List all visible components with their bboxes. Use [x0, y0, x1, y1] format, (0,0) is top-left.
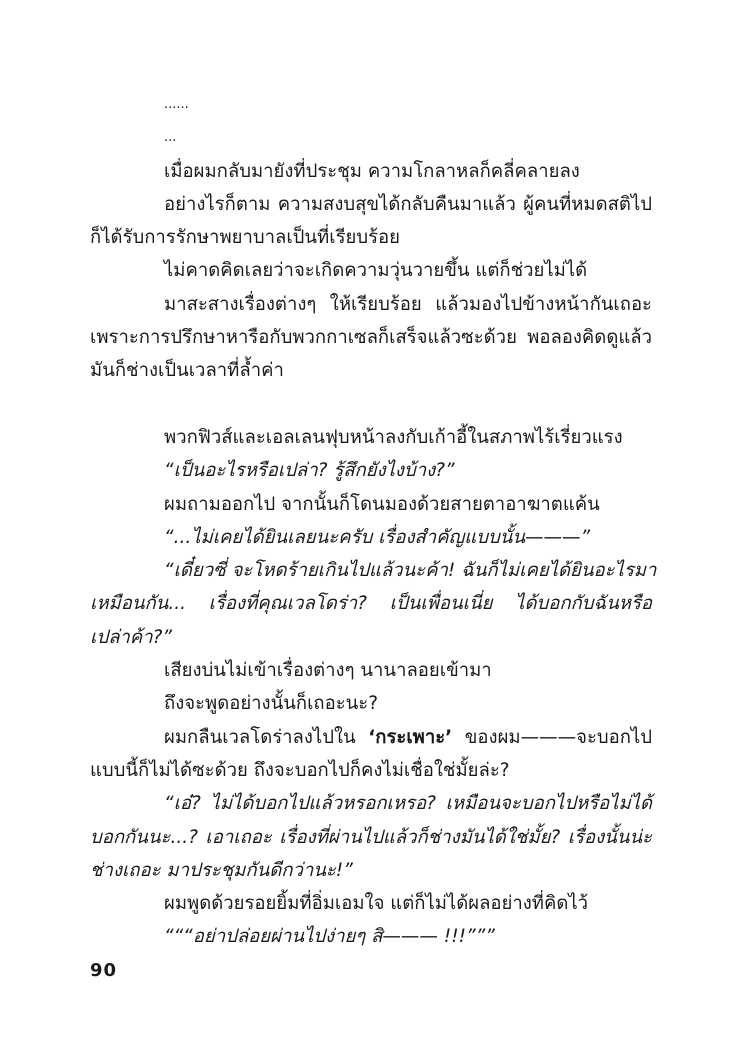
text-line: ผมพูดด้วยรอยยิ้มที่อิ่มเอมใจ แต่ก็ไม่ได้ผลอย่างที่คิดไว้	[164, 893, 589, 915]
text-segment: ผมกลืนเวลโดร่าลงไปใน	[164, 726, 369, 748]
dialogue-line: เปล่าค้า?”	[90, 626, 172, 648]
text-line: เมื่อผมกลับมายังที่ประชุม ความโกลาหลก็คลี่คลายลง	[164, 160, 580, 182]
text-line: ผมถามออกไป จากนั้นก็โดนมองด้วยสายตาอาฆาตแค้น	[164, 493, 600, 515]
dialogue-line: “เดี๋ยวซี่ จะโหดร้ายเกินไปแล้วนะค้า! ฉันก็ไม่เคยได้ยินอะไรมา	[164, 560, 657, 582]
text-line: พวกฟิวส์และเอลเลนฟุบหน้าลงกับเก้าอี้ในสภาพไร้เรี่ยวแรง	[164, 426, 623, 448]
dialogue-line: “...ไม่เคยได้ยินเลยนะครับ เรื่องสำคัญแบบนั้น———”	[164, 526, 591, 548]
dialogue-line: “เอ๋? ไม่ได้บอกไปแล้วหรอกเหรอ? เหมือนจะบอกไปหรือไม่ได้	[164, 793, 652, 815]
paragraph-gap	[90, 388, 652, 421]
dialogue-line: เหมือนกัน... เรื่องที่คุณเวลโดร่า? เป็นเพื่อนเนี่ย ได้บอกกับฉันหรือ	[90, 593, 652, 615]
document-body	[90, 88, 657, 954]
dialogue-line: บอกกันนะ...? เอาเถอะ เรื่องที่ผ่านไปแล้วก็ช่างมันได้ใช่มั้ย? เรื่องนั้นน่ะ	[90, 826, 652, 848]
text-line: ถึงจะพูดอย่างนั้นก็เถอะนะ?	[164, 693, 379, 715]
dialogue-line: “““อย่าปล่อยผ่านไปง่ายๆ สิ——— !!!”””	[164, 926, 495, 948]
text-line	[90, 721, 652, 754]
text-line: เพราะการปรึกษาหารือกับพวกกาเซลก็เสร็จแล้วซะด้วย พอลองคิดดูแล้ว	[90, 327, 652, 349]
text-line: แบบนี้ก็ไม่ได้ซะด้วย ถึงจะบอกไปก็คงไม่เชื่อใช่มั้ยล่ะ?	[90, 759, 510, 781]
dialogue-line: “เป็นอะไรหรือเปล่า? รู้สึกยังไงบ้าง?”	[164, 460, 455, 482]
text-line: ไม่คาดคิดเลยว่าจะเกิดความวุ่นวายขึ้น แต่ก็ช่วยไม่ได้	[164, 260, 588, 282]
text-line: ...	[164, 130, 177, 146]
text-line: ก็ได้รับการรักษาพยาบาลเป็นที่เรียบร้อย	[90, 227, 400, 249]
page-number: 90	[90, 960, 118, 981]
text-line: มันก็ช่างเป็นเวลาที่ล้ำค่า	[90, 360, 284, 382]
text-line: เสียงบ่นไม่เข้าเรื่องต่างๆ นานาลอยเข้ามา	[164, 660, 492, 682]
dialogue-line: ช่างเถอะ มาประชุมกันดีกว่านะ!”	[90, 859, 353, 881]
text-line: ......	[164, 97, 189, 112]
text-line: มาสะสางเรื่องต่างๆ ให้เรียบร้อย แล้วมองไปข้างหน้ากันเถอะ	[164, 293, 652, 315]
text-segment: ของผม———จะบอกไป	[452, 726, 652, 748]
text-line: อย่างไรก็ตาม ความสงบสุขได้กลับคืนมาแล้ว ผู้คนที่หมดสติไป	[164, 193, 652, 215]
emphasized-term: ‘กระเพาะ’	[368, 726, 453, 748]
